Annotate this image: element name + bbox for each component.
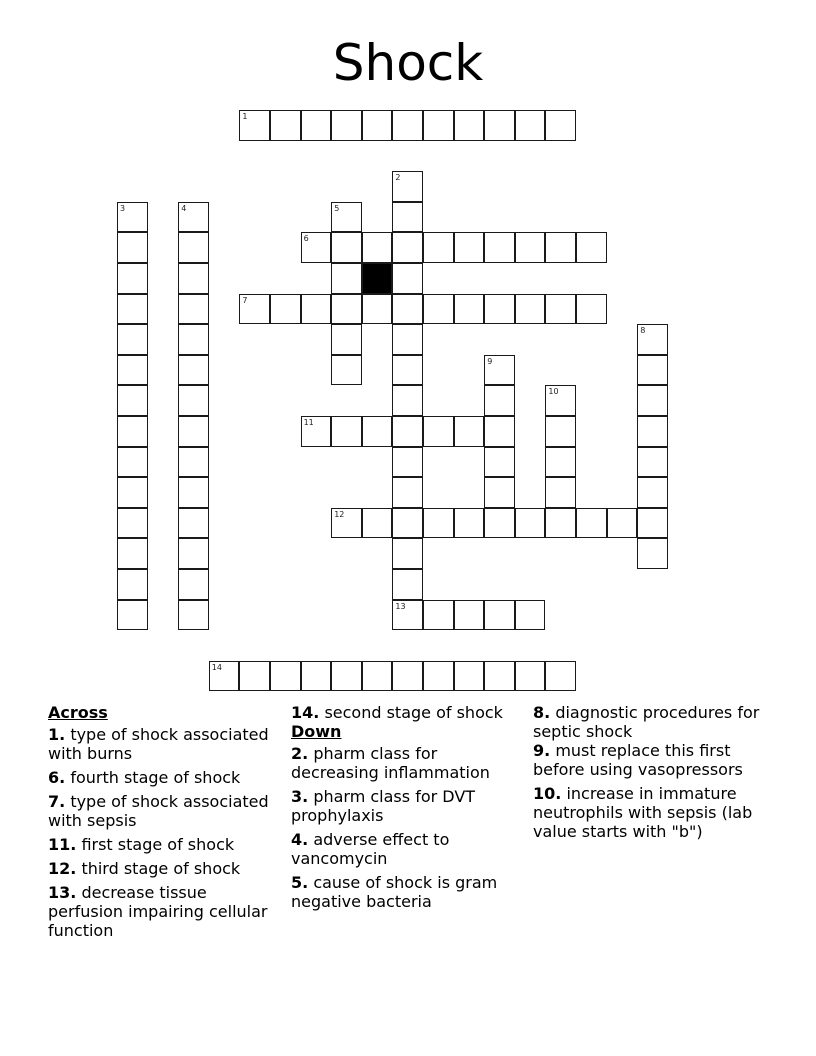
clue-text: pharm class for decreasing inflammation — [291, 744, 490, 782]
clue-number: 13. — [48, 883, 77, 902]
grid-cell[interactable] — [301, 416, 332, 447]
grid-cell[interactable] — [117, 447, 148, 478]
grid-cell[interactable] — [545, 661, 576, 692]
clue-number: 7. — [48, 792, 66, 811]
puzzle-title: Shock — [332, 34, 484, 92]
clue-text: type of shock associated with burns — [48, 725, 269, 763]
clues-column-1 — [48, 703, 278, 945]
grid-cell[interactable] — [484, 355, 515, 386]
clue-number-label: 12 — [334, 509, 345, 519]
clue-number-label: 9 — [487, 356, 493, 366]
clue-number-label: 1 — [242, 112, 248, 121]
grid-cell[interactable] — [392, 508, 423, 539]
grid-cell[interactable] — [392, 661, 423, 692]
grid-cell[interactable] — [392, 202, 423, 233]
grid-cell[interactable] — [209, 661, 240, 692]
grid-cell[interactable] — [392, 294, 423, 325]
clues-column-3 — [533, 703, 763, 846]
grid-cell[interactable] — [239, 294, 270, 325]
grid-cell[interactable] — [178, 416, 209, 447]
clue-number: 4. — [291, 830, 309, 849]
grid-cell[interactable] — [392, 171, 423, 202]
grid-cell[interactable] — [515, 232, 546, 263]
clue-number-label: 3 — [120, 203, 126, 213]
grid-cell[interactable] — [392, 600, 423, 631]
grid-cell[interactable] — [331, 355, 362, 386]
grid-cell[interactable] — [331, 202, 362, 233]
grid-cell[interactable] — [607, 508, 638, 539]
grid-cell[interactable] — [331, 661, 362, 692]
grid-cell[interactable] — [178, 355, 209, 386]
grid-cell[interactable] — [392, 447, 423, 478]
clue-number-label: 13 — [395, 601, 406, 611]
clue-number: 5. — [291, 873, 309, 892]
grid-cell[interactable] — [545, 416, 576, 447]
grid-cell[interactable] — [178, 324, 209, 355]
clues-column-2 — [291, 703, 521, 916]
down-heading: Down — [291, 722, 342, 741]
black-cell — [362, 263, 393, 294]
clue-number: 8. — [533, 703, 551, 722]
grid-cell[interactable] — [454, 508, 485, 539]
grid-cell[interactable] — [484, 508, 515, 539]
grid-cell[interactable] — [362, 232, 393, 263]
grid-cell[interactable] — [392, 324, 423, 355]
grid-cell[interactable] — [117, 416, 148, 447]
grid-cell[interactable] — [392, 110, 423, 141]
grid-cell[interactable] — [484, 661, 515, 692]
grid-cell[interactable] — [454, 416, 485, 447]
grid-cell[interactable] — [331, 263, 362, 294]
grid-cell[interactable] — [362, 294, 393, 325]
grid-cell[interactable] — [515, 110, 546, 141]
grid-cell[interactable] — [545, 110, 576, 141]
grid-cell[interactable] — [423, 661, 454, 692]
clue-text: diagnostic procedures for septic shock — [533, 703, 760, 741]
grid-cell[interactable] — [637, 508, 668, 539]
clue-across-1 — [48, 725, 278, 763]
grid-cell[interactable] — [423, 600, 454, 631]
grid-cell[interactable] — [117, 508, 148, 539]
grid-cell[interactable] — [637, 355, 668, 386]
clue-number: 12. — [48, 859, 77, 878]
grid-cell[interactable] — [637, 447, 668, 478]
grid-cell[interactable] — [484, 477, 515, 508]
grid-cell[interactable] — [270, 661, 301, 692]
grid-cell[interactable] — [454, 110, 485, 141]
grid-cell[interactable] — [331, 232, 362, 263]
grid-cell[interactable] — [515, 508, 546, 539]
grid-cell[interactable] — [301, 661, 332, 692]
clue-number-label: 11 — [303, 418, 314, 427]
grid-cell[interactable] — [576, 232, 607, 263]
clue-number: 10. — [533, 784, 562, 803]
grid-cell[interactable] — [362, 508, 393, 539]
grid-cell[interactable] — [362, 661, 393, 692]
grid-cell[interactable] — [331, 324, 362, 355]
grid-cell[interactable] — [545, 232, 576, 263]
grid-cell[interactable] — [392, 232, 423, 263]
grid-cell[interactable] — [117, 263, 148, 294]
grid-cell[interactable] — [239, 110, 270, 141]
grid-cell[interactable] — [454, 294, 485, 325]
clue-across-11 — [48, 835, 278, 854]
clue-across-14 — [291, 703, 521, 722]
grid-cell[interactable] — [484, 294, 515, 325]
grid-cell[interactable] — [637, 538, 668, 569]
grid-cell[interactable] — [454, 661, 485, 692]
clue-number-label: 14 — [211, 662, 222, 672]
grid-cell[interactable] — [178, 447, 209, 478]
clue-number: 1. — [48, 725, 66, 744]
clue-number-label: 4 — [181, 203, 187, 213]
clue-text: decrease tissue perfusion impairing cellular function — [48, 883, 268, 940]
grid-cell[interactable] — [515, 661, 546, 692]
clue-number-label: 5 — [334, 203, 340, 213]
grid-cell[interactable] — [392, 263, 423, 294]
clue-down-10 — [533, 784, 763, 841]
grid-cell[interactable] — [423, 110, 454, 141]
grid-cell[interactable] — [117, 202, 148, 233]
grid-cell[interactable] — [637, 385, 668, 416]
across-heading: Across — [48, 703, 108, 722]
clue-text: type of shock associated with sepsis — [48, 792, 269, 830]
grid-cell[interactable] — [301, 110, 332, 141]
clue-text: pharm class for DVT prophylaxis — [291, 787, 476, 825]
grid-cell[interactable] — [484, 600, 515, 631]
grid-cell[interactable] — [545, 294, 576, 325]
grid-cell[interactable] — [117, 538, 148, 569]
grid-cell[interactable] — [178, 232, 209, 263]
grid-cell[interactable] — [270, 110, 301, 141]
grid-cell[interactable] — [576, 508, 607, 539]
grid-cell[interactable] — [270, 294, 301, 325]
clue-down-5 — [291, 873, 521, 911]
grid-cell[interactable] — [178, 477, 209, 508]
clue-across-7 — [48, 792, 278, 830]
clue-text: adverse effect to vancomycin — [291, 830, 450, 868]
clue-number-label: 10 — [548, 387, 559, 397]
grid-cell[interactable] — [117, 385, 148, 416]
clue-number-label: 7 — [242, 295, 248, 305]
grid-cell[interactable] — [637, 324, 668, 355]
grid-cell[interactable] — [178, 569, 209, 600]
clue-across-12 — [48, 859, 278, 878]
clue-text: first stage of shock — [81, 835, 235, 854]
grid-cell[interactable] — [454, 232, 485, 263]
grid-cell[interactable] — [117, 294, 148, 325]
clue-across-6 — [48, 768, 278, 787]
clue-number: 6. — [48, 768, 66, 787]
clue-number: 3. — [291, 787, 309, 806]
grid-cell[interactable] — [301, 232, 332, 263]
grid-cell[interactable] — [117, 232, 148, 263]
grid-cell[interactable] — [178, 508, 209, 539]
clue-text: must replace this first before using vasopressors — [533, 741, 743, 779]
clue-text: fourth stage of shock — [70, 768, 241, 787]
clue-number-label: 8 — [640, 326, 646, 336]
grid-cell[interactable] — [423, 232, 454, 263]
grid-cell[interactable] — [392, 385, 423, 416]
grid-cell[interactable] — [515, 600, 546, 631]
grid-cell[interactable] — [392, 569, 423, 600]
clue-text: third stage of shock — [81, 859, 241, 878]
grid-cell[interactable] — [178, 538, 209, 569]
grid-cell[interactable] — [484, 385, 515, 416]
grid-cell[interactable] — [331, 416, 362, 447]
grid-cell[interactable] — [423, 294, 454, 325]
grid-cell[interactable] — [423, 416, 454, 447]
grid-cell[interactable] — [423, 508, 454, 539]
grid-cell[interactable] — [484, 110, 515, 141]
grid-cell[interactable] — [117, 600, 148, 631]
grid-cell[interactable] — [515, 294, 546, 325]
grid-cell[interactable] — [117, 477, 148, 508]
grid-cell[interactable] — [178, 202, 209, 233]
grid-cell[interactable] — [331, 294, 362, 325]
grid-cell[interactable] — [178, 294, 209, 325]
grid-cell[interactable] — [576, 294, 607, 325]
grid-cell[interactable] — [331, 110, 362, 141]
grid-cell[interactable] — [239, 661, 270, 692]
grid-cell[interactable] — [301, 294, 332, 325]
clue-number: 9. — [533, 741, 551, 760]
grid-cell[interactable] — [178, 385, 209, 416]
grid-cell[interactable] — [454, 600, 485, 631]
grid-cell[interactable] — [117, 324, 148, 355]
grid-cell[interactable] — [392, 477, 423, 508]
grid-cell[interactable] — [392, 355, 423, 386]
clue-down-4 — [291, 830, 521, 868]
grid-cell[interactable] — [392, 416, 423, 447]
grid-cell[interactable] — [545, 477, 576, 508]
grid-cell[interactable] — [178, 600, 209, 631]
grid-cell[interactable] — [484, 232, 515, 263]
grid-cell[interactable] — [392, 538, 423, 569]
grid-cell[interactable] — [178, 263, 209, 294]
grid-cell[interactable] — [637, 477, 668, 508]
clue-across-13 — [48, 883, 278, 940]
clue-down-3 — [291, 787, 521, 825]
grid-cell[interactable] — [331, 508, 362, 539]
clue-text: second stage of shock — [324, 703, 503, 722]
clue-number-label: 2 — [395, 173, 401, 183]
grid-cell[interactable] — [545, 385, 576, 416]
clue-number: 14. — [291, 703, 320, 722]
grid-cell[interactable] — [484, 416, 515, 447]
grid-cell[interactable] — [545, 508, 576, 539]
clue-down-8 — [533, 703, 763, 741]
grid-cell[interactable] — [117, 569, 148, 600]
grid-cell[interactable] — [362, 110, 393, 141]
clue-text: cause of shock is gram negative bacteria — [291, 873, 498, 911]
clue-down-9 — [533, 741, 763, 779]
grid-cell[interactable] — [637, 416, 668, 447]
clue-text: increase in immature neutrophils with sepsis (lab value starts with "b") — [533, 784, 753, 841]
clue-number: 2. — [291, 744, 309, 763]
grid-cell[interactable] — [545, 447, 576, 478]
clue-number-label: 6 — [303, 234, 309, 244]
grid-cell[interactable] — [117, 355, 148, 386]
clue-number: 11. — [48, 835, 77, 854]
clue-down-2 — [291, 744, 521, 782]
grid-cell[interactable] — [362, 416, 393, 447]
grid-cell[interactable] — [484, 447, 515, 478]
